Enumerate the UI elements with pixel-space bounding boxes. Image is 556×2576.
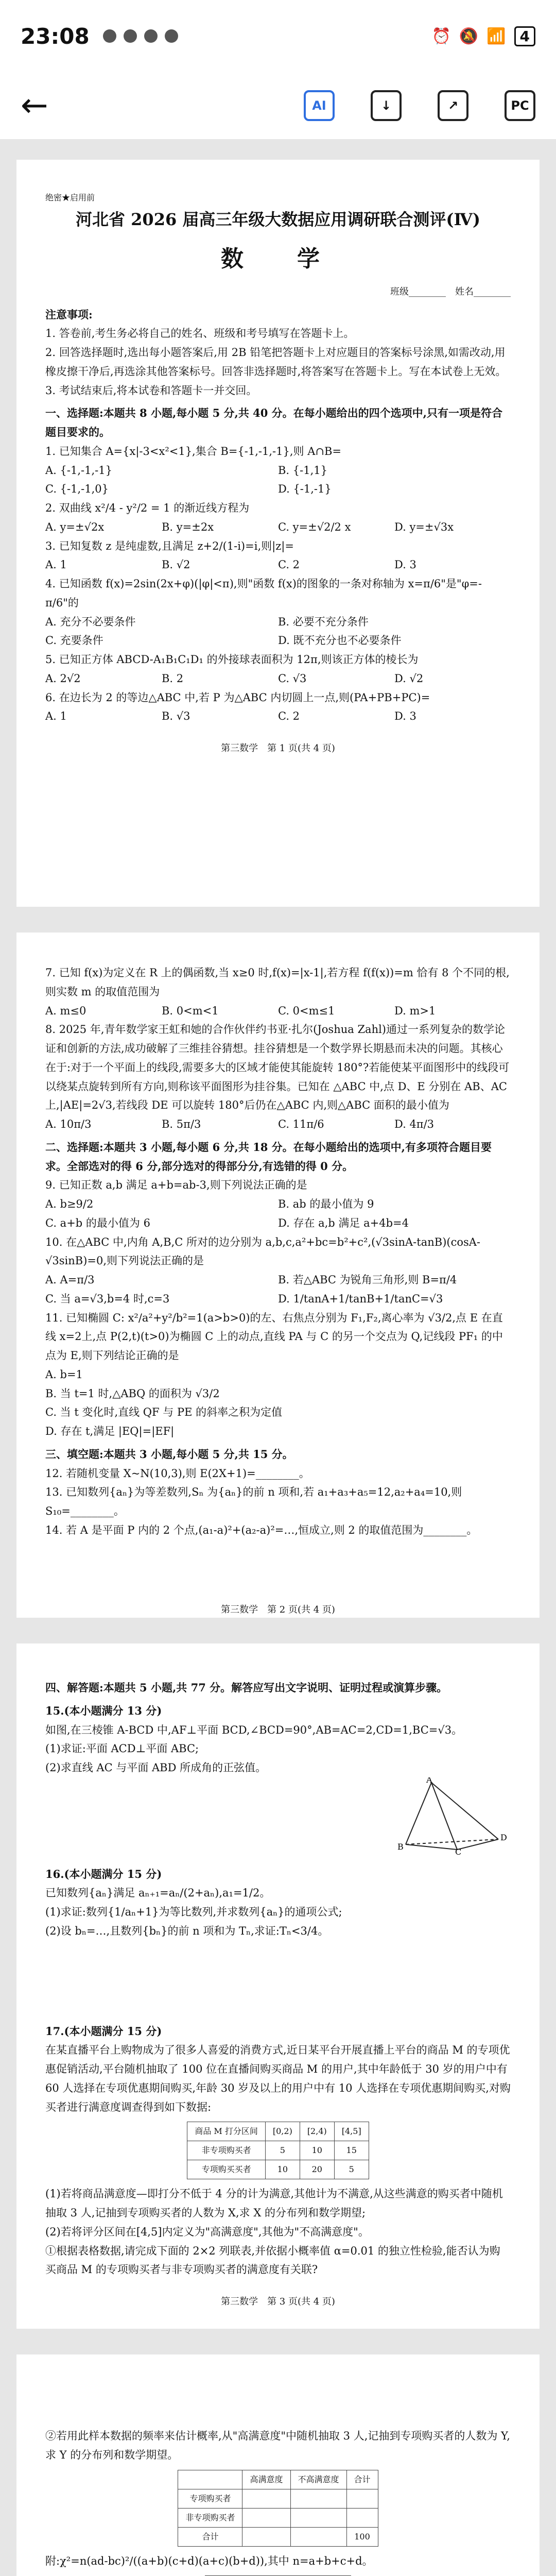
option: B. 2 (162, 672, 184, 685)
question-text: 7. 已知 f(x)为定义在 R 上的偶函数,当 x≥0 时,f(x)=|x-1|,若方程 f(f(x))=m 恰有 8 个不同的根,则实数 m 的取值范围为 (45, 967, 510, 998)
question-text: 如图,在三棱锥 A-BCD 中,AF⊥平面 BCD,∠BCD=90°,AB=AC=2,CD=1,BC=√3。 (45, 1723, 463, 1736)
option: A. y=±√2x (45, 520, 105, 533)
formula: 附:χ²=n(ad-bc)²/((a+b)(c+d)(a+c)(b+d)),其中 n=a+b+c+d。 (45, 2554, 373, 2567)
question-options (45, 1195, 511, 1233)
table-cell (242, 2489, 290, 2508)
option: A. b≥9/2 (45, 1198, 94, 1210)
table-cell (290, 2489, 346, 2508)
question-part: (1)若将商品满意度—即打分不低于 4 分的计为满意,其他计为不满意,从这些满意的购买者中随机抽取 3 人,记抽到专项购买者的人数为 X,求 X 的分布列和数学期望; (45, 2188, 503, 2219)
table-header: 不高满意度 (290, 2470, 346, 2489)
figure-label: A (426, 1777, 432, 1785)
option: C. y=±√2/2 x (278, 520, 351, 533)
table-cell (346, 2489, 378, 2508)
option: D. 存在 t,满足 |EQ|=|EF| (45, 1425, 175, 1437)
exam-page-4 (16, 2354, 540, 2576)
option: B. √3 (162, 710, 190, 723)
option: D. 3 (394, 710, 416, 723)
app-notification-icon (144, 29, 158, 43)
contingency-table (178, 2470, 378, 2547)
note-item: 2. 回答选择题时,选出每小题答案后,用 2B 铅笔把答题卡上对应题目的答案标号涂黑,如需改动,用橡皮擦干净后,再选涂其他答案标号。回答非选择题时,将答案写在答题卡上。写在本试卷上无效。 (45, 346, 507, 378)
name-fields: 班级________ 姓名________ (390, 286, 511, 297)
question-text: 14. 若 A 是平面 P 内的 2 个点,(a₁-a)²+(a₂-a)²=…,恒成立,则 2 的取值范围为________。 (45, 1523, 478, 1536)
option: B. 0<m<1 (162, 1004, 219, 1017)
question-text: 在某直播平台上购物成为了很多人喜爱的消费方式,近日某平台开展直播上平台的商品 M 的专项优惠促销活动,平台随机抽取了 100 位在直播间购买商品 M 的用户,其中年龄低于 30 岁的用户中有 60 人选择在专项优惠期间购买,年龄 30 岁及以上的用户中有 10 人选择在专项优惠期间购买,对购买者进行满意度调查得到如下数据: (45, 2044, 511, 2113)
section-heading: 一、选择题:本题共 8 小题,每小题 5 分,共 40 分。在每小题给出的四个选项中,只有一项是符合题目要求的。 (45, 406, 502, 438)
table-header: [2,4) (300, 2122, 334, 2141)
note-item: 3. 考试结束后,将本试卷和答题卡一并交回。 (45, 384, 257, 397)
notification-icons (103, 29, 178, 43)
question-options (45, 1270, 511, 1309)
option: D. m>1 (394, 1004, 436, 1017)
page-footer: 第三数学 第 1 页(共 4 页) (221, 743, 335, 754)
table-header (178, 2470, 242, 2489)
table-cell: 合计 (178, 2527, 242, 2546)
question-text: 9. 已知正数 a,b 满足 a+b=ab-3,则下列说法正确的是 (45, 1179, 307, 1192)
option: B. 5π/3 (162, 1118, 201, 1130)
page-footer: 第三数学 第 3 页(共 4 页) (221, 2296, 335, 2307)
question-text: 3. 已知复数 z 是纯虚数,且满足 z+2/(1-i)=i,则|z|= (45, 539, 294, 552)
question-options (45, 707, 511, 726)
section-heading: 三、填空题:本题共 3 小题,每小题 5 分,共 15 分。 (45, 1447, 293, 1461)
pc-transfer-icon[interactable]: PC (505, 90, 535, 121)
table-row (187, 2160, 369, 2179)
question-text: 已知数列{aₙ}满足 aₙ₊₁=aₙ/(2+aₙ),a₁=1/2。 (45, 1887, 271, 1900)
option: D. {-1,-1} (278, 483, 332, 496)
exam-page-2 (16, 933, 540, 1618)
table-cell: 15 (334, 2141, 369, 2160)
option: C. {-1,-1,0} (45, 483, 109, 496)
question-text: 6. 在边长为 2 的等边△ABC 中,若 P 为△ABC 内切圆上一点,则(PA+PB+PC)= (45, 691, 430, 704)
option: C. a+b 的最小值为 6 (45, 1216, 150, 1229)
table-cell (290, 2508, 346, 2527)
option: C. 0<m≤1 (278, 1004, 335, 1017)
table-cell: 20 (300, 2160, 334, 2179)
table-cell (346, 2508, 378, 2527)
option: D. 3 (394, 558, 416, 571)
table-cell: 5 (334, 2160, 369, 2179)
option: C. 2 (278, 710, 300, 723)
notes-title: 注意事项: (45, 308, 93, 321)
option: B. √2 (162, 558, 190, 571)
signal-icon: 📶 (486, 27, 506, 45)
question-text: 2. 双曲线 x²/4 - y²/2 = 1 的渐近线方程为 (45, 502, 250, 514)
app-notification-icon (165, 29, 178, 43)
table-cell (242, 2527, 290, 2546)
question-options (45, 555, 511, 574)
option: A. m≤0 (45, 1004, 86, 1017)
question-part: (1)求证:平面 ACD⊥平面 ABC; (45, 1742, 199, 1755)
download-icon[interactable]: ↓ (371, 90, 402, 121)
score-table (187, 2122, 369, 2179)
table-cell: 专项购买买者 (187, 2160, 266, 2179)
option: A. 2√2 (45, 672, 81, 685)
option: A. 1 (45, 558, 67, 571)
status-time: 23:08 (21, 23, 90, 49)
option: A. A=π/3 (45, 1274, 95, 1286)
option: D. y=±√3x (394, 520, 454, 533)
option: D. 4π/3 (394, 1118, 435, 1130)
question-options (45, 518, 511, 537)
question-options (45, 613, 511, 651)
note-item: 1. 答卷前,考生务必将自己的姓名、班级和考号填写在答题卡上。 (45, 327, 355, 340)
option: A. 10π/3 (45, 1118, 92, 1130)
option: A. b=1 (45, 1368, 83, 1381)
option: A. {-1,-1,-1} (45, 464, 112, 477)
question-text: 11. 已知椭圆 C: x²/a²+y²/b²=1(a>b>0)的左、右焦点分别为 F₁,F₂,离心率为 √3/2,点 E 在直线 x=2上,点 P(2,t)(t>0)为椭圆 C 上的动点,直线 PA 与 C 的另一个交点为 Q,记线段 PF₁ 的中点为 E,则下列结论正确的是 (45, 1311, 503, 1362)
question-options (45, 1002, 511, 1021)
table-header: 商品 M 打分区间 (187, 2122, 266, 2141)
ai-assistant-button[interactable]: AI (304, 90, 335, 121)
table-cell: 100 (346, 2527, 378, 2546)
question-part: ②若用此样本数据的频率来估计概率,从"高满意度"中随机抽取 3 人,记抽到专项购买者的人数为 Y,求 Y 的分布列和数学期望。 (45, 2430, 510, 2461)
option: B. y=±2x (162, 520, 214, 533)
exam-page-1 (16, 160, 540, 907)
question-part: (2)设 bₙ=…,且数列{bₙ}的前 n 项和为 Tₙ,求证:Tₙ<3/4。 (45, 1924, 329, 1937)
share-icon[interactable]: ↗ (438, 90, 468, 121)
exam-subject: 数 学 (221, 246, 335, 272)
table-cell: 非专项购买者 (178, 2508, 242, 2527)
mute-icon: 🔕 (459, 27, 479, 45)
table-row (178, 2489, 378, 2508)
figure-label: D (500, 1832, 507, 1842)
option: A. 充分不必要条件 (45, 615, 136, 628)
exam-page-3 (16, 1643, 540, 2329)
question-options (45, 461, 511, 499)
option: C. 充要条件 (45, 634, 103, 647)
question-part: (2)求直线 AC 与平面 ABD 所成角的正弦值。 (45, 1761, 267, 1774)
option: D. 既不充分也不必要条件 (278, 634, 402, 647)
table-row (178, 2508, 378, 2527)
question-options (45, 669, 511, 688)
table-row (187, 2141, 369, 2160)
pyramid-figure (395, 1777, 511, 1861)
table-row (178, 2527, 378, 2546)
option: B. ab 的最小值为 9 (278, 1198, 374, 1210)
question-text: 1. 已知集合 A={x|-3<x²<1},集合 B={-1,-1,-1},则 A∩B= (45, 445, 342, 457)
question-text: 4. 已知函数 f(x)=2sin(2x+φ)(|φ|<π),则"函数 f(x)的图象的一条对称轴为 x=π/6"是"φ=-π/6"的 (45, 578, 482, 609)
option: B. 必要不充分条件 (278, 615, 369, 628)
question-text: 13. 已知数列{aₙ}为等差数列,Sₙ 为{aₙ}的前 n 项和,若 a₁+a₃+a₅=12,a₂+a₄=10,则 S₁₀=________。 (45, 1486, 462, 1517)
question-heading: 15.(本小题满分 13 分) (45, 1704, 162, 1717)
question-part: (1)求证:数列{1/aₙ+1}为等比数列,并求数列{aₙ}的通项公式; (45, 1906, 342, 1918)
secret-label: 绝密★启用前 (45, 193, 95, 202)
option: C. 2 (278, 558, 300, 571)
option: D. √2 (394, 672, 424, 685)
question-heading: 17.(本小题满分 15 分) (45, 2024, 162, 2038)
status-bar (0, 0, 556, 72)
table-header: [4,5] (334, 2122, 369, 2141)
question-heading: 16.(本小题满分 15 分) (45, 1867, 162, 1880)
app-notification-icon (124, 29, 137, 43)
table-cell (290, 2527, 346, 2546)
table-header: [0,2) (265, 2122, 300, 2141)
table-cell: 专项购买者 (178, 2489, 242, 2508)
option: C. 11π/6 (278, 1118, 324, 1130)
table-cell: 10 (300, 2141, 334, 2160)
section-heading: 二、选择题:本题共 3 小题,每小题 6 分,共 18 分。在每小题给出的选项中,有多项符合题目要求。全部选对的得 6 分,部分选对的得部分分,有选错的得 0 分。 (45, 1140, 492, 1173)
option: D. 存在 a,b 满足 a+4b=4 (278, 1216, 409, 1229)
question-part: ①根据表格数据,请完成下面的 2×2 列联表,并依据小概率值 α=0.01 的独立性检验,能否认为购买商品 M 的专项购买者与非专项购买者的满意度有关联? (45, 2244, 500, 2276)
question-text: 10. 在△ABC 中,内角 A,B,C 所对的边分别为 a,b,c,a²+bc=b²+c²,(√3sinA-tanB)(cosA-√3sinB)=0,则下列说法正确的是 (45, 1235, 481, 1267)
option: C. √3 (278, 672, 307, 685)
question-text: 8. 2025 年,青年数学家王虹和她的合作伙伴约书亚·扎尔(Joshua Zahl)通过一系列复杂的数学论证和创新的方法,成功破解了三维挂谷猜想。挂谷猜想是一个数学界长期悬而未决的问题。其核心在于:对于一个平面上的线段,需要多大的区域才能使其能旋转 180°?若能使某平面图形中的线段可以绕某点旋转到所有方向,则称该平面图形为挂谷集。已知在 △ABC 中,点 D、E 分别在 AB、AC 上,|AE|=2√3,若线段 DE 可以旋转 180°后仍在△ABC 内,则△ABC 面积的最小值为 (45, 1023, 510, 1112)
table-cell (242, 2508, 290, 2527)
exam-title: 河北省 2026 届高三年级大数据应用调研联合测评(Ⅳ) (76, 210, 480, 229)
option: B. {-1,1} (278, 464, 327, 477)
question-part: (2)若将评分区间在[4,5]内定义为"高满意度",其他为"不高满意度"。 (45, 2225, 369, 2238)
question-text: 5. 已知正方体 ABCD-A₁B₁C₁D₁ 的外接球表面积为 12π,则该正方体的棱长为 (45, 653, 419, 666)
table-header: 合计 (346, 2470, 378, 2489)
option: C. 当 t 变化时,直线 QF 与 PE 的斜率之积为定值 (45, 1406, 283, 1419)
alarm-icon: ⏰ (431, 27, 451, 45)
page-footer: 第三数学 第 2 页(共 4 页) (221, 1604, 335, 1615)
back-arrow-icon[interactable]: ← (21, 87, 48, 125)
table-cell: 5 (265, 2141, 300, 2160)
table-header: 高满意度 (242, 2470, 290, 2489)
option: C. 当 a=√3,b=4 时,c=3 (45, 1292, 170, 1305)
document-toolbar (0, 72, 556, 139)
figure-label: B (397, 1841, 404, 1852)
figure-label: C (455, 1846, 462, 1855)
app-notification-icon (103, 29, 116, 43)
section-heading: 四、解答题:本题共 5 小题,共 77 分。解答应写出文字说明、证明过程或演算步骤。 (45, 1681, 448, 1694)
option: A. 1 (45, 710, 67, 723)
table-cell: 非专项购买者 (187, 2141, 266, 2160)
question-options (45, 1115, 511, 1134)
table-cell: 10 (265, 2160, 300, 2179)
option: D. 1/tanA+1/tanB+1/tanC=√3 (278, 1292, 443, 1305)
battery-icon: 4 (514, 26, 535, 46)
option: B. 当 t=1 时,△ABQ 的面积为 √3/2 (45, 1387, 220, 1400)
question-text: 12. 若随机变量 X~N(10,3),则 E(2X+1)=________。 (45, 1467, 310, 1480)
option: B. 若△ABC 为锐角三角形,则 B=π/4 (278, 1274, 457, 1286)
